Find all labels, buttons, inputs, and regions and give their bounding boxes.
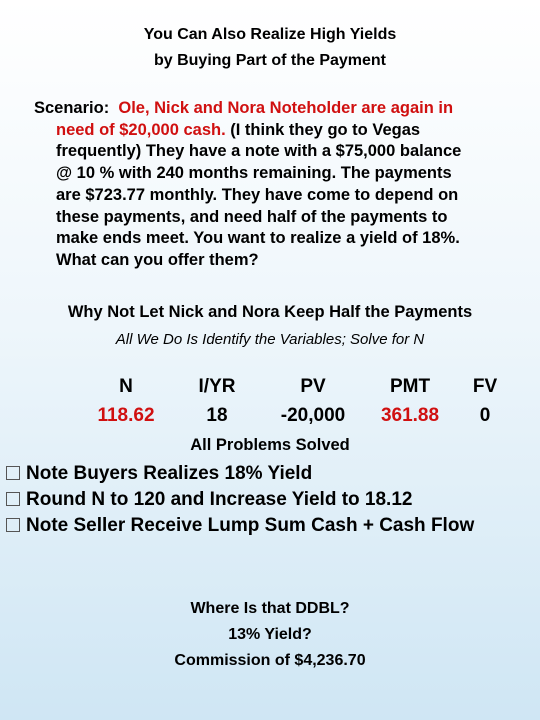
tvm-iyr-label: I/YR — [198, 376, 236, 397]
tvm-iyr — [172, 376, 262, 427]
why-heading: Why Not Let Nick and Nora Keep Half the Payments — [67, 303, 473, 321]
tvm-fv-value: 0 — [479, 405, 491, 426]
bullet-list — [5, 461, 525, 539]
bullet-text: Note Buyers Realizes 18% Yield — [26, 463, 313, 484]
scenario-line-7: What can you offer them? — [56, 250, 259, 269]
tvm-pmt-label: PMT — [389, 376, 431, 397]
commission-line: Commission of $4,236.70 — [174, 652, 366, 669]
identify-subheading: All We Do Is Identify the Variables; Solve for N — [115, 331, 425, 348]
checkbox-bullet-icon — [6, 518, 20, 532]
slide-title — [0, 22, 540, 74]
scenario-line-2: frequently) They have a note with a $75,000 balance — [56, 142, 462, 161]
tvm-pv — [268, 376, 358, 427]
scenario-label: Scenario: — [34, 99, 110, 117]
bullet-item — [5, 487, 525, 513]
scenario-line-5: these payments, and need half of the payments to — [56, 207, 448, 226]
tvm-fv — [440, 376, 530, 427]
tvm-pv-value: -20,000 — [280, 405, 346, 426]
tvm-n — [81, 376, 171, 427]
question-yield: 13% Yield? — [228, 626, 312, 643]
scenario-paragraph — [34, 98, 504, 272]
scenario-names: Ole, Nick and Nora Noteholder are again in — [118, 99, 454, 117]
checkbox-bullet-icon — [6, 492, 20, 506]
scenario-line-4: are $723.77 monthly. They have come to depend on — [56, 185, 459, 204]
tvm-pv-label: PV — [300, 376, 326, 397]
title-line-2: by Buying Part of the Payment — [153, 52, 387, 69]
scenario-line-1: (I think they go to Vegas — [225, 120, 421, 139]
tvm-fv-label: FV — [472, 376, 498, 397]
bullet-item — [5, 513, 525, 539]
scenario-need: need of $20,000 cash. — [56, 120, 226, 139]
title-line-1: You Can Also Realize High Yields — [143, 26, 397, 43]
solved-heading: All Problems Solved — [190, 436, 350, 454]
tvm-pmt-value: 361.88 — [380, 405, 440, 426]
tvm-n-label: N — [119, 376, 133, 397]
tvm-n-value: 118.62 — [97, 405, 155, 426]
bullet-text: Round N to 120 and Increase Yield to 18.12 — [26, 489, 413, 510]
scenario-line-6: make ends meet. You want to realize a yield of 18%. — [56, 229, 460, 248]
scenario-line-3: @ 10 % with 240 months remaining. The payments — [56, 164, 452, 183]
checkbox-bullet-icon — [6, 466, 20, 480]
closing-questions — [0, 596, 540, 674]
tvm-iyr-value: 18 — [206, 405, 228, 426]
question-ddbl: Where Is that DDBL? — [190, 600, 350, 617]
bullet-item — [5, 461, 525, 487]
bullet-text: Note Seller Receive Lump Sum Cash + Cash Flow — [26, 515, 475, 536]
